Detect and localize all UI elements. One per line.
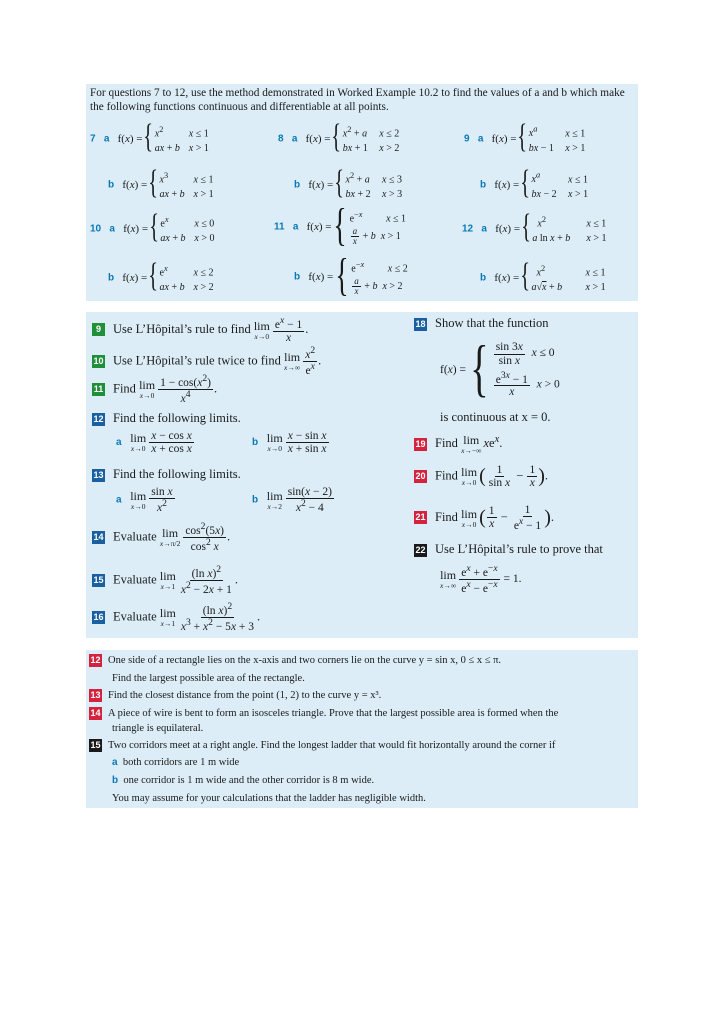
part-label: b	[252, 437, 259, 449]
question-15-note: You may assume for your calculations that the ladder has negligible width.	[112, 793, 426, 804]
question-badge: 13	[90, 690, 101, 701]
question-8a: 8 a f( x ) = { $x^2 + a$ x ≤ 2 bx + 1 x > 2	[278, 118, 400, 156]
question-badge: 14	[93, 531, 104, 542]
question-number: 8	[278, 133, 284, 145]
question-16: 16 Evaluate lim x→1 $\frac{(\ln x)^2}{x^3 + x^2 - 5x + 3}$ .	[93, 601, 261, 633]
question-badge: 19	[415, 438, 426, 449]
part-label: a	[477, 133, 484, 145]
part-label: a	[103, 133, 110, 145]
question-13a: a lim x→0 $\frac{\text{sin x}}{x^2}$	[116, 486, 173, 514]
question-18-conclusion: is continuous at x = 0.	[440, 410, 551, 424]
question-badge: 18	[415, 318, 426, 329]
question-text: Find	[435, 436, 458, 451]
question-11: 11 Find lim x→0 $\frac{1 - \cos(x^2)}{x^4}$ .	[93, 373, 218, 405]
question-badge: 9	[92, 323, 105, 336]
question-10b: b f( x ) = { $e^x$ x ≤ 2 ax + b x > 2	[108, 257, 214, 295]
question-badge: 15	[93, 574, 104, 585]
question-text: Find the following limits.	[113, 411, 241, 425]
part-label: b	[108, 272, 115, 284]
question-badge: 12	[90, 655, 101, 666]
question-12a: a lim x→0 $\frac{\text{x − cos x}}{\text{x + cos x}}$	[116, 430, 192, 456]
question-13	[89, 689, 381, 703]
question-text: Evaluate	[113, 572, 157, 587]
question-text: One side of a rectangle lies on the x-axis and two corners lie on the curve y = sin x, 0 ≤ x ≤ π.	[108, 655, 502, 666]
question-number: 12	[462, 223, 474, 235]
intro-text: For questions 7 to 12, use the method demonstrated in Worked Example 10.2 to find the values of a and b which make the following functions continuous and differentiable at all points.	[90, 87, 625, 113]
question-20: 20 Find lim x→0 ( $\frac{1}{\text{sin x}}$ − $\frac{1}{x}$ ).	[415, 464, 549, 490]
question-number: 10	[90, 223, 102, 235]
question-7a: 7 a f( x ) = { $x^2$ x ≤ 1 ax + b x > 1	[90, 118, 209, 156]
question-11b: b f( x ) = { $e^{-x}$ x ≤ 2 $\frac{a}{x}$ + b x > 2	[294, 249, 408, 300]
question-19: 19 Find lim x→−∞ $xe^x$.	[415, 433, 503, 456]
question-15b	[112, 774, 374, 788]
part-label: a	[481, 223, 487, 235]
question-15	[89, 739, 555, 753]
question-text: Find	[435, 468, 458, 483]
exercise-panel-lhopital	[86, 312, 638, 638]
question-7b: b f( x ) = { $x^3$ x ≤ 1 ax + b x > 1	[108, 164, 214, 202]
part-label: b	[108, 179, 115, 191]
part-label: b	[252, 494, 259, 506]
question-13	[92, 467, 241, 482]
question-15a	[112, 756, 239, 770]
question-22-expression: lim x→∞ $\frac{e^x + e^{-x}}{e^x - e^{-x}}$ = 1.	[440, 563, 522, 595]
question-badge: 12	[93, 413, 104, 424]
exercise-panel-optimisation	[86, 650, 638, 808]
exercise-panel-continuity	[86, 84, 638, 301]
part-label: a	[292, 221, 299, 233]
question-text: Find the following limits.	[113, 467, 241, 481]
part-text: both corridors are 1 m wide	[122, 757, 240, 768]
part-label: a	[116, 494, 122, 506]
part-label: b	[294, 179, 301, 191]
part-label: a	[291, 133, 298, 145]
question-12a: 12 a f( x ) = { $x^2$ x ≤ 1 a ln x + b x > 1	[462, 208, 607, 246]
question-text: Find	[113, 381, 136, 396]
question-18	[414, 316, 549, 331]
question-9a: 9 a f( x ) = { $x^a$ x ≤ 1 bx − 1 x > 1	[464, 118, 586, 156]
question-15: 15 Evaluate lim x→1 $\frac{(\ln x)^2}{x^2 - 2x + 1}$ .	[93, 564, 239, 596]
question-14: 14 Evaluate lim x→π/2 $\frac{\cos^2(5x)}{\cos^2 x}$ .	[93, 521, 231, 553]
question-14-line2: triangle is equilateral.	[112, 723, 204, 734]
question-12	[92, 411, 241, 426]
question-text: Evaluate	[113, 609, 157, 624]
question-12b: b f( x ) = { $x^2$ x ≤ 1 a√x + b x > 1	[480, 257, 606, 295]
question-badge: 14	[90, 708, 101, 719]
question-badge: 16	[93, 611, 104, 622]
part-label: a	[112, 757, 118, 768]
question-number: 11	[274, 221, 285, 233]
part-label: b	[294, 271, 301, 283]
question-text: Find	[435, 509, 458, 524]
question-text: Find the closest distance from the point (1, 2) to the curve y = x³.	[108, 690, 382, 701]
question-22	[414, 542, 603, 557]
part-label: b	[480, 272, 487, 284]
question-text: Two corridors meet at a right angle. Find the longest ladder that would fit horizontally around the corner if	[108, 740, 556, 751]
question-12	[89, 654, 501, 668]
part-label: a	[109, 223, 115, 235]
question-12-line2: Find the largest possible area of the rectangle.	[112, 673, 305, 684]
question-number: 7	[90, 133, 96, 145]
question-number: 9	[464, 133, 470, 145]
question-text: Use L’Hôpital’s rule to find	[113, 321, 251, 336]
part-label: b	[480, 179, 487, 191]
question-badge: 11	[93, 383, 104, 394]
question-text: Use L’Hôpital’s rule twice to find	[113, 353, 281, 368]
question-badge: 21	[415, 512, 426, 523]
part-label: a	[116, 437, 122, 449]
question-13b: b lim x→2 $\frac{\sin(x - 2)}{x^2 - 4}$	[252, 486, 332, 514]
question-21: 21 Find lim x→0 ( $\frac{1}{x}$ − $\frac{1}{e^x - 1}$ ).	[415, 504, 554, 532]
question-text: Use L’Hôpital’s rule to prove that	[435, 542, 603, 556]
question-14	[89, 707, 558, 721]
question-9: 9 Use L’Hôpital’s rule to find lim x→0 $\frac{e^x - 1}{x}$ .	[92, 316, 308, 344]
question-text: Show that the function	[435, 316, 549, 330]
question-10: 10 Use L’Hôpital’s rule twice to find lim x→∞ $\frac{x^2}{e^x}$ .	[93, 345, 322, 377]
question-12b: b lim x→0 $\frac{\text{x − sin x}}{\text{x + sin x}}$	[252, 430, 327, 456]
question-badge: 22	[415, 544, 426, 555]
question-11a: 11 a f( x ) = { $e^{-x}$ x ≤ 1 $\frac{a}{x}$ + b x > 1	[274, 199, 407, 250]
question-badge: 15	[90, 740, 101, 751]
question-9b: b f( x ) = { $x^a$ x ≤ 1 bx − 2 x > 1	[480, 164, 589, 202]
question-badge: 20	[415, 471, 426, 482]
question-10a: 10 a f( x ) = { $e^x$ x ≤ 0 ax + b x > 0	[90, 208, 215, 246]
part-text: one corridor is 1 m wide and the other corridor is 8 m wide.	[123, 775, 375, 786]
question-text: Evaluate	[113, 529, 157, 544]
question-badge: 10	[93, 355, 104, 366]
question-text: A piece of wire is bent to form an isosceles triangle. Prove that the largest possible area is formed when the	[108, 708, 559, 719]
part-label: b	[112, 775, 119, 786]
question-badge: 13	[93, 469, 104, 480]
question-8b: b f( x ) = { $x^2 + a$ x ≤ 3 bx + 2 x > 3	[294, 164, 403, 202]
question-18-function: f( x ) = { $\frac{\sin 3x}{\text{sin x}}$ x ≤ 0 $\frac{e^{3x} - 1}{x}$ x > 0	[440, 332, 560, 403]
